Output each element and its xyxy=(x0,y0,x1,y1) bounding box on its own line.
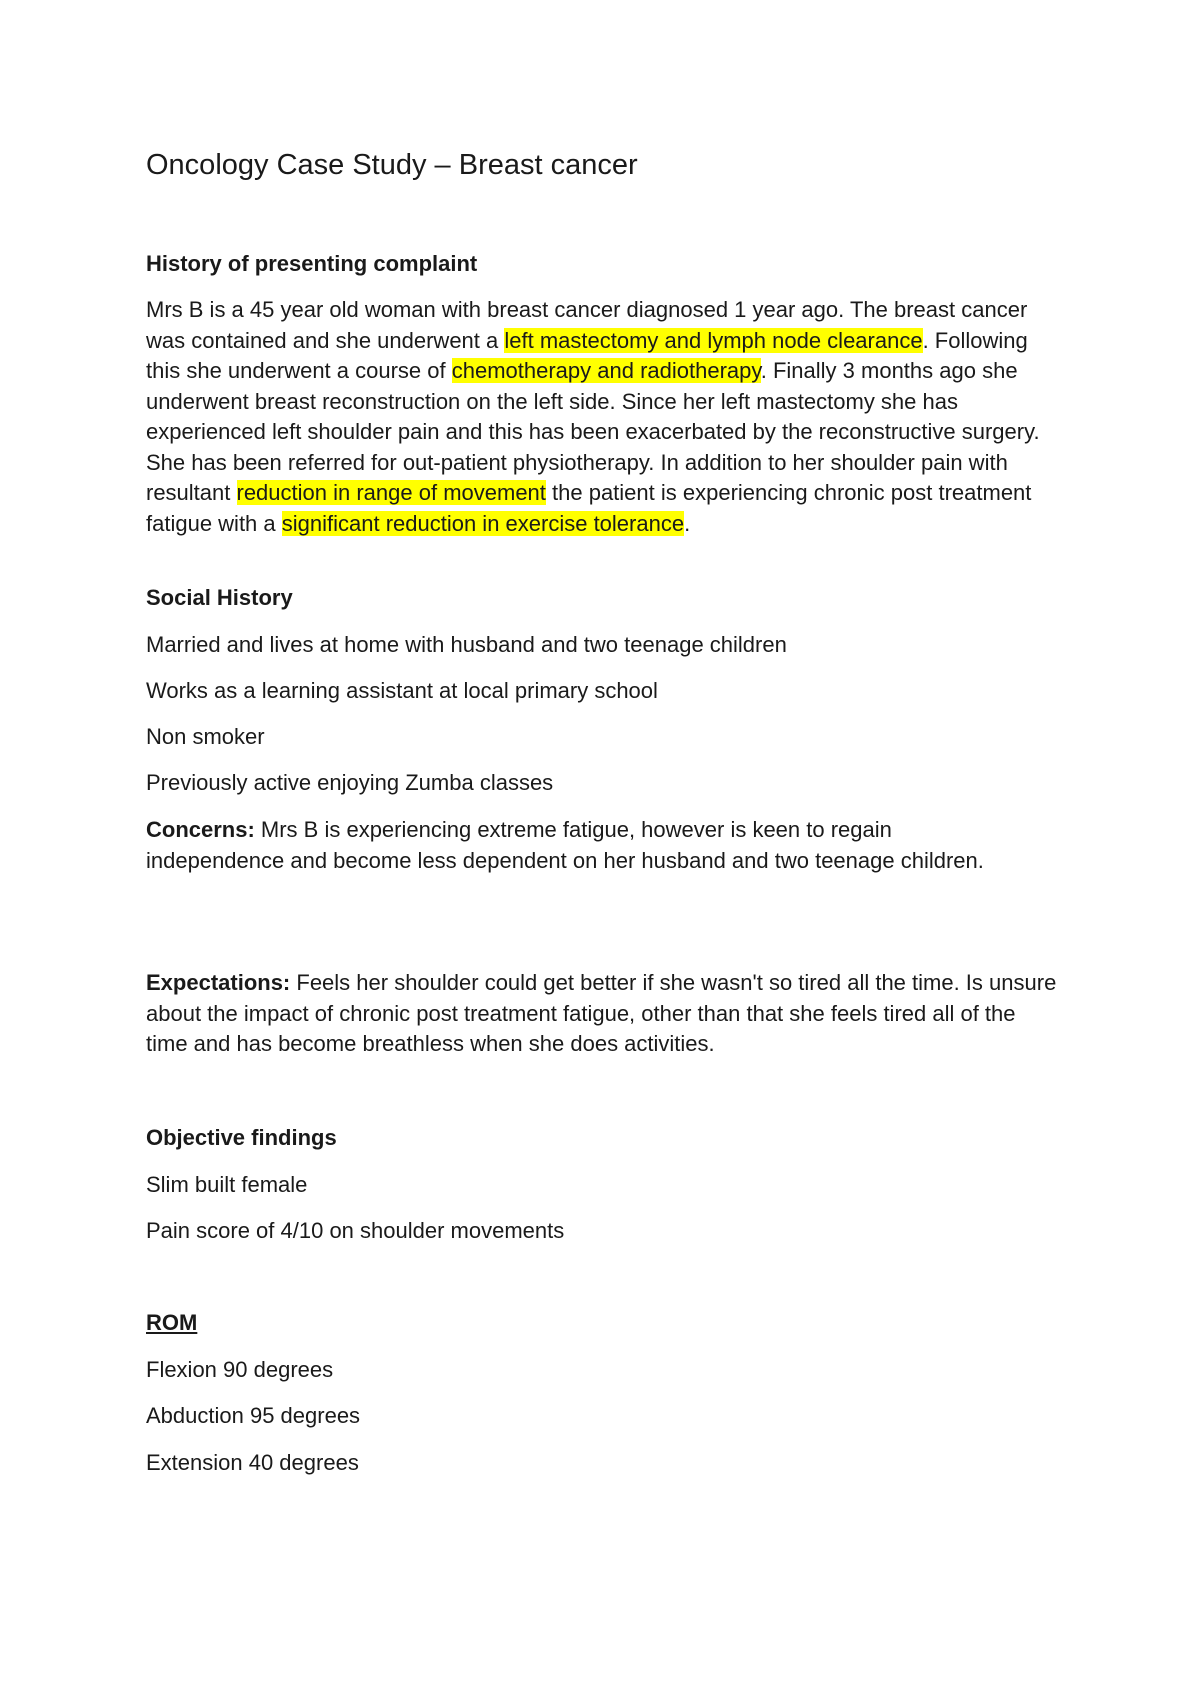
concerns-body: Mrs B is experiencing extreme fatigue, however is keen to regain independence and become less dependent on her husband and two teenage children. xyxy=(146,817,984,873)
concerns-text xyxy=(146,815,1016,876)
objective-item-text: Pain score of 4/10 on shoulder movements xyxy=(146,1218,565,1243)
hpc-paragraph xyxy=(146,295,1064,539)
hpc-text-5: . xyxy=(684,510,691,536)
objective-item-text: Slim built female xyxy=(146,1172,308,1197)
objective-item xyxy=(146,1170,1066,1201)
objective-item xyxy=(146,1216,1066,1247)
hpc-text-1: Mrs B is a 45 year old woman with breast cancer diagnosed 1 year ago. The breast cancer was contained and she underwent a xyxy=(146,297,1028,353)
hpc-text-3: . Finally 3 months ago she underwent breast reconstruction on the left side. Since her left mastectomy she has experienced left shoulder pain and this has been exacerbated by the reconstructive surgery. She has been referred for out-patient physiotherapy. In addition to her shoulder pain with resultant xyxy=(146,358,1040,505)
rom-item xyxy=(146,1355,1066,1386)
objective-section xyxy=(146,1123,1066,1154)
objective-heading: Objective findings xyxy=(146,1125,337,1150)
expectations-paragraph xyxy=(146,968,1061,1060)
hpc-section xyxy=(146,249,1066,280)
rom-section xyxy=(146,1308,1066,1339)
social-item-text: Previously active enjoying Zumba classes xyxy=(146,770,554,795)
social-item-text: Works as a learning assistant at local primary school xyxy=(146,678,658,703)
hpc-highlight-chemo: chemotherapy and radiotherapy xyxy=(451,358,761,383)
hpc-highlight-mastectomy: left mastectomy and lymph node clearance xyxy=(504,327,923,353)
hpc-text-4: the patient is experiencing chronic post treatment fatigue with a xyxy=(146,480,1032,536)
social-heading: Social History xyxy=(146,585,293,610)
hpc-highlight-rom: reduction in range of movement xyxy=(236,480,546,505)
hpc-heading: History of presenting complaint xyxy=(146,251,478,276)
concerns-paragraph xyxy=(146,815,1016,876)
rom-item-text: Extension 40 degrees xyxy=(146,1450,359,1475)
expectations-body: Feels her shoulder could get better if she wasn't so tired all the time. Is unsure about the impact of chronic post treatment fatigue, other than that she feels tired all of the time and has become breathless when she does activities. xyxy=(146,970,1057,1056)
concerns-label: Concerns: xyxy=(146,817,255,842)
social-item-text: Married and lives at home with husband and two teenage children xyxy=(146,632,787,657)
social-item xyxy=(146,630,1066,661)
document-title: Oncology Case Study – Breast cancer xyxy=(146,149,638,181)
social-item-text: Non smoker xyxy=(146,724,265,749)
social-item xyxy=(146,676,1066,707)
hpc-text-2: . Following this she underwent a course of xyxy=(146,327,1028,383)
social-section xyxy=(146,583,1066,614)
rom-item xyxy=(146,1448,1066,1479)
hpc-highlight-exercise: significant reduction in exercise tolerance xyxy=(281,510,685,536)
rom-heading: ROM xyxy=(146,1310,198,1335)
social-item xyxy=(146,722,1066,753)
rom-item-text: Abduction 95 degrees xyxy=(146,1403,361,1428)
social-item xyxy=(146,768,1066,799)
expectations-text xyxy=(146,968,1061,1060)
rom-item-text: Flexion 90 degrees xyxy=(146,1357,334,1382)
rom-item xyxy=(146,1401,1066,1432)
hpc-text xyxy=(146,295,1064,539)
expectations-label: Expectations: xyxy=(146,970,291,995)
